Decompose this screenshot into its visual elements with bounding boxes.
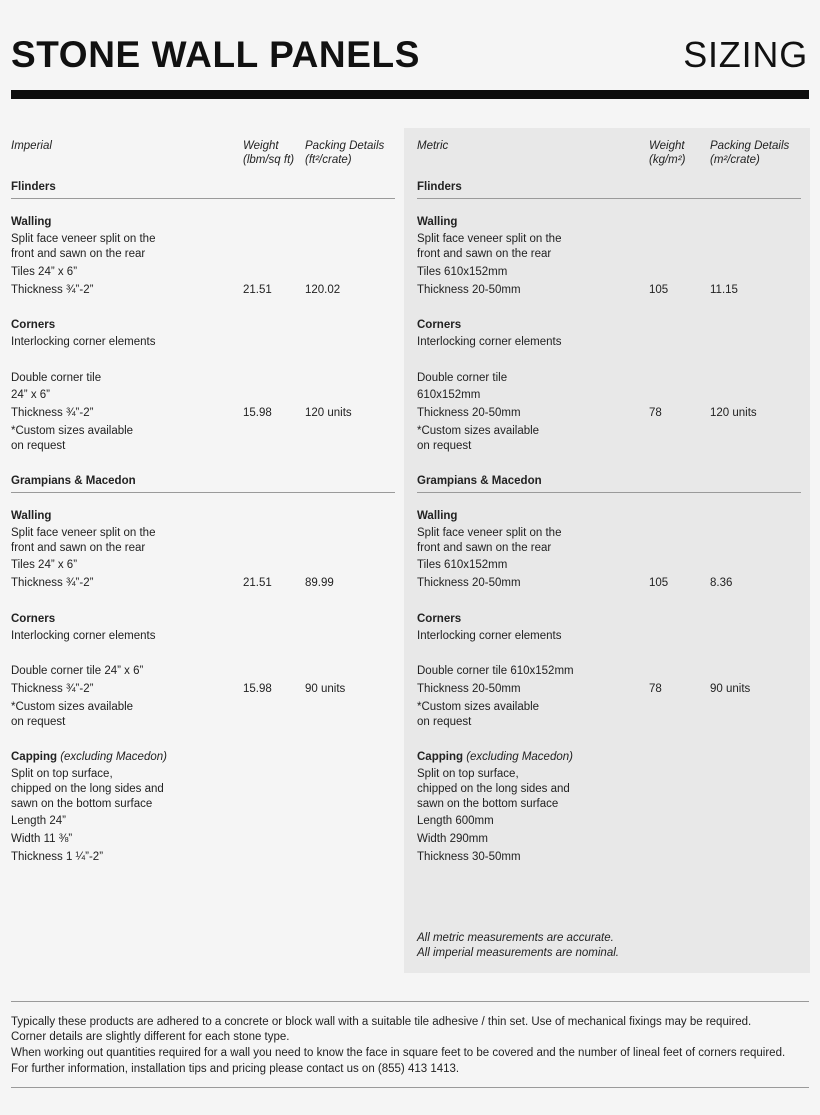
imperial-grampians-walling-thickness: Thickness ¾”-2” [11, 577, 94, 589]
imperial-flinders-double-size: 24” x 6” [11, 389, 50, 401]
imperial-capping-length: Length 24” [11, 815, 66, 827]
imperial-capping-note: (excluding Macedon) [60, 751, 167, 763]
metric-capping-desc-3: sawn on the bottom surface [417, 798, 559, 810]
imperial-flinders-double-weight: 15.98 [243, 407, 272, 419]
metric-capping-width: Width 290mm [417, 833, 488, 845]
metric-grampians-custom-2: on request [417, 716, 472, 728]
metric-flinders-double-size: 610x152mm [417, 389, 481, 401]
metric-weight-header: Weight [649, 140, 685, 152]
metric-grampians-walling: Walling [417, 510, 458, 522]
footer-line-2: Corner details are slightly different for each stone type. [11, 1031, 290, 1043]
metric-flinders-walling-desc-1: Split face veneer split on the [417, 233, 562, 245]
metric-flinders-corners-desc: Interlocking corner elements [417, 336, 562, 348]
imperial-capping-width: Width 11 ⅜” [11, 833, 73, 845]
page-subtitle: SIZING [683, 34, 808, 75]
imperial-grampians-double-weight: 15.98 [243, 683, 272, 695]
metric-capping-heading [417, 750, 573, 765]
imperial-grampians-double: Double corner tile 24” x 6” [11, 665, 144, 677]
metric-grampians-double-packing: 90 units [710, 683, 751, 695]
imperial-packing-header: Packing Details [305, 140, 385, 152]
imperial-capping-desc-3: sawn on the bottom surface [11, 798, 153, 810]
imperial-grampians-custom-1: *Custom sizes available [11, 701, 134, 713]
metric-grampians-double-thickness: Thickness 20-50mm [417, 683, 521, 695]
metric-flinders-walling: Walling [417, 216, 458, 228]
imperial-flinders-walling-desc-1: Split face veneer split on the [11, 233, 156, 245]
imperial-flinders-custom-2: on request [11, 440, 66, 452]
metric-note-1: All metric measurements are accurate. [417, 932, 614, 944]
header-rule [11, 90, 809, 99]
metric-capping-label: Capping [417, 751, 463, 763]
imperial-grampians-walling-desc-1: Split face veneer split on the [11, 527, 156, 539]
metric-grampians-corners-desc: Interlocking corner elements [417, 630, 562, 642]
imperial-grampians-walling-desc-2: front and sawn on the rear [11, 542, 146, 554]
imperial-capping-thickness: Thickness 1 ¼”-2” [11, 851, 104, 863]
imperial-flinders-walling-weight: 21.51 [243, 284, 272, 296]
imperial-flinders-walling: Walling [11, 216, 52, 228]
imperial-weight-header: Weight [243, 140, 279, 152]
metric-flinders-walling-thickness: Thickness 20-50mm [417, 284, 521, 296]
imperial-flinders-walling-desc-2: front and sawn on the rear [11, 248, 146, 260]
imperial-flinders-walling-packing: 120.02 [305, 284, 341, 296]
footer-bottom-rule [11, 1087, 809, 1088]
metric-grampians-double: Double corner tile 610x152mm [417, 665, 574, 677]
metric-packing-header: Packing Details [710, 140, 790, 152]
imperial-grampians-double-packing: 90 units [305, 683, 346, 695]
metric-grampians-walling-packing: 8.36 [710, 577, 733, 589]
imperial-flinders-rule [11, 198, 395, 199]
metric-grampians-walling-tiles: Tiles 610x152mm [417, 559, 508, 571]
metric-flinders-walling-weight: 105 [649, 284, 669, 296]
imperial-flinders-corners-desc: Interlocking corner elements [11, 336, 156, 348]
metric-grampians-walling-weight: 105 [649, 577, 669, 589]
metric-flinders-corners: Corners [417, 319, 462, 331]
imperial-capping-heading [11, 750, 167, 765]
imperial-grampians-rule [11, 492, 395, 493]
imperial-capping-desc-2: chipped on the long sides and [11, 783, 164, 795]
imperial-flinders-custom-1: *Custom sizes available [11, 425, 134, 437]
metric-flinders-heading: Flinders [417, 181, 462, 193]
metric-grampians-rule [417, 492, 801, 493]
metric-capping-thickness: Thickness 30-50mm [417, 851, 521, 863]
imperial-grampians-custom-2: on request [11, 716, 66, 728]
imperial-flinders-double-thickness: Thickness ¾”-2” [11, 407, 94, 419]
metric-capping-length: Length 600mm [417, 815, 494, 827]
imperial-weight-unit: (lbm/sq ft) [243, 154, 295, 166]
page-title: STONE WALL PANELS [11, 34, 421, 75]
metric-flinders-walling-packing: 11.15 [710, 284, 738, 296]
metric-grampians-double-weight: 78 [649, 683, 662, 695]
metric-grampians-heading: Grampians & Macedon [417, 475, 542, 487]
metric-flinders-custom-1: *Custom sizes available [417, 425, 540, 437]
metric-note-2: All imperial measurements are nominal. [417, 947, 619, 959]
imperial-flinders-walling-thickness: Thickness ¾”-2” [11, 284, 94, 296]
metric-grampians-corners: Corners [417, 613, 462, 625]
imperial-grampians-corners: Corners [11, 613, 56, 625]
metric-capping-desc-1: Split on top surface, [417, 768, 519, 780]
metric-packing-unit: (m²/crate) [710, 154, 760, 166]
imperial-flinders-heading: Flinders [11, 181, 56, 193]
imperial-grampians-walling-tiles: Tiles 24” x 6” [11, 559, 78, 571]
metric-grampians-walling-desc-2: front and sawn on the rear [417, 542, 552, 554]
metric-weight-unit: (kg/m²) [649, 154, 686, 166]
imperial-flinders-double: Double corner tile [11, 372, 102, 384]
imperial-grampians-double-thickness: Thickness ¾”-2” [11, 683, 94, 695]
metric-capping-desc-2: chipped on the long sides and [417, 783, 570, 795]
imperial-grampians-heading: Grampians & Macedon [11, 475, 136, 487]
metric-flinders-double-packing: 120 units [710, 407, 757, 419]
imperial-flinders-double-packing: 120 units [305, 407, 352, 419]
metric-grampians-walling-desc-1: Split face veneer split on the [417, 527, 562, 539]
metric-grampians-custom-1: *Custom sizes available [417, 701, 540, 713]
footer-line-4: For further information, installation tips and pricing please contact us on (855) 413 1413. [11, 1063, 460, 1075]
imperial-column-label: Imperial [11, 140, 52, 152]
metric-capping-note: (excluding Macedon) [466, 751, 573, 763]
footer-line-1: Typically these products are adhered to a concrete or block wall with a suitable tile adhesive / thin set. Use of mechanical fixings may be required. [11, 1016, 752, 1028]
metric-flinders-walling-desc-2: front and sawn on the rear [417, 248, 552, 260]
imperial-grampians-corners-desc: Interlocking corner elements [11, 630, 156, 642]
imperial-grampians-walling-weight: 21.51 [243, 577, 272, 589]
metric-flinders-double-thickness: Thickness 20-50mm [417, 407, 521, 419]
metric-flinders-rule [417, 198, 801, 199]
imperial-grampians-walling-packing: 89.99 [305, 577, 334, 589]
metric-column-label: Metric [417, 140, 449, 152]
imperial-grampians-walling: Walling [11, 510, 52, 522]
imperial-capping-desc-1: Split on top surface, [11, 768, 113, 780]
metric-flinders-walling-tiles: Tiles 610x152mm [417, 266, 508, 278]
imperial-flinders-walling-tiles: Tiles 24” x 6” [11, 266, 78, 278]
metric-flinders-custom-2: on request [417, 440, 472, 452]
imperial-packing-unit: (ft²/crate) [305, 154, 352, 166]
metric-flinders-double: Double corner tile [417, 372, 508, 384]
footer-top-rule [11, 1001, 809, 1002]
footer-line-3: When working out quantities required for a wall you need to know the face in square feet to be covered and the number of lineal feet of corners required. [11, 1047, 786, 1059]
metric-flinders-double-weight: 78 [649, 407, 662, 419]
imperial-capping-label: Capping [11, 751, 57, 763]
metric-grampians-walling-thickness: Thickness 20-50mm [417, 577, 521, 589]
imperial-flinders-corners: Corners [11, 319, 56, 331]
